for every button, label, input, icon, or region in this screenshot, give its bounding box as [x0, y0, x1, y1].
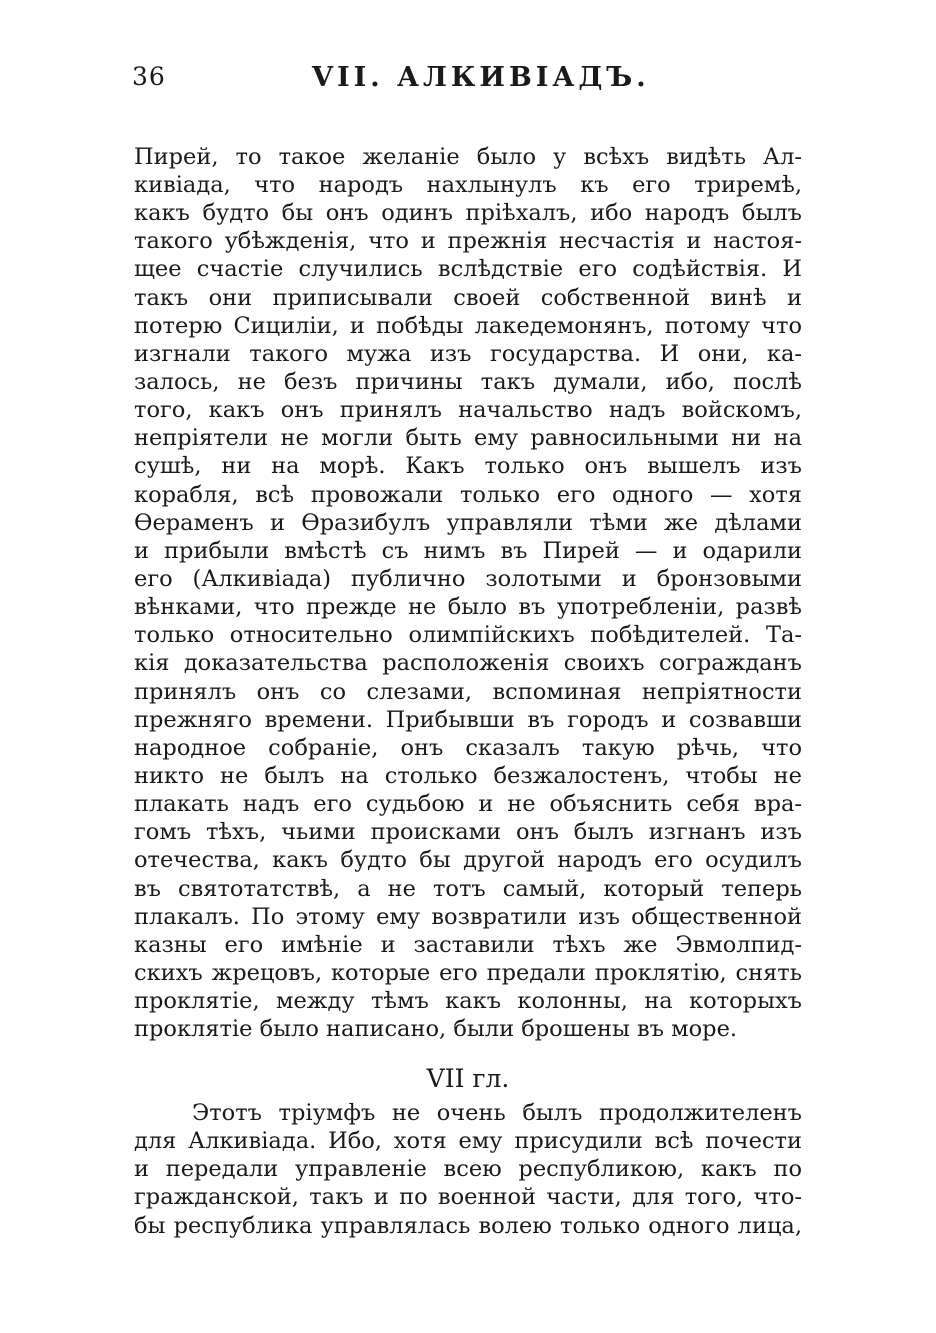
text-line: казны его имѣніе и заставили тѣхъ же Эвмолпид-	[134, 932, 802, 958]
running-title: VII. АЛКИВІАДЪ.	[312, 62, 650, 93]
text-line: гражданской, такъ и по военной части, для того, что-	[134, 1184, 802, 1210]
page-header	[132, 62, 806, 102]
text-line: никто не былъ на столько безжалостенъ, чтобы не	[134, 763, 802, 789]
text-line: Пирей, то такое желаніе было у всѣхъ видѣть Ал-	[134, 144, 802, 170]
text-line: плакалъ. По этому ему возвратили изъ общественной	[134, 904, 802, 930]
text-line: щее счастіе случились вслѣдствіе его содѣйствія. И	[134, 256, 802, 282]
text-line: Этотъ тріумфъ не очень былъ продолжителенъ	[192, 1100, 802, 1126]
text-line: гомъ тѣхъ, чьими происками онъ былъ изгнанъ изъ	[134, 819, 802, 845]
text-line: корабля, всѣ провожали только его одного — хотя	[134, 482, 802, 508]
page-number: 36	[132, 62, 166, 91]
text-line: скихъ жрецовъ, которые его предали проклятію, снять	[134, 960, 802, 986]
text-line: отечества, какъ будто бы другой народъ его осудилъ	[134, 847, 802, 873]
text-line: его (Алкивіада) публично золотыми и бронзовыми	[134, 566, 802, 592]
text-line: залось, не безъ причины такъ думали, ибо, послѣ	[134, 369, 802, 395]
text-line: проклятіе было написано, были брошены въ море.	[134, 1016, 738, 1042]
text-line: Ѳераменъ и Ѳразибулъ управляли тѣми же дѣлами	[134, 510, 802, 536]
text-line: для Алкивіада. Ибо, хотя ему присудили всѣ почести	[134, 1128, 802, 1154]
text-line: проклятіе, между тѣмъ какъ колонны, на которыхъ	[134, 988, 802, 1014]
text-line: и передали управленіе всею республикою, какъ по	[134, 1156, 802, 1182]
text-line: народное собраніе, онъ сказалъ такую рѣчь, что	[134, 735, 802, 761]
text-line: принялъ онъ со слезами, вспоминая непріятности	[134, 679, 802, 705]
text-line: и прибыли вмѣстѣ съ нимъ въ Пирей — и одарили	[134, 538, 802, 564]
text-line: потерю Сициліи, и побѣды лакедемонянъ, потому что	[134, 313, 802, 339]
text-line: сушѣ, ни на морѣ. Какъ только онъ вышелъ изъ	[134, 453, 802, 479]
text-line: кія доказательства расположенія своихъ согражданъ	[134, 650, 802, 676]
text-line: такъ они приписывали своей собственной винѣ и	[134, 285, 802, 311]
text-line: вѣнками, что прежде не было въ употребленіи, развѣ	[134, 594, 802, 620]
chapter-heading: VII гл.	[426, 1064, 510, 1093]
text-line: плакать надъ его судьбою и не объяснить себя вра-	[134, 791, 802, 817]
text-line: изгнали такого мужа изъ государства. И они, ка-	[134, 341, 802, 367]
text-line: кивіада, что народъ нахлынулъ къ его триремѣ,	[134, 172, 802, 198]
text-line: прежняго времени. Прибывши въ городъ и созвавши	[134, 707, 802, 733]
text-line: только относительно олимпійскихъ побѣдителей. Та-	[134, 622, 802, 648]
text-line: въ святотатствѣ, а не тотъ самый, который теперь	[134, 876, 802, 902]
text-line: непріятели не могли быть ему равносильными ни на	[134, 425, 802, 451]
text-line: такого убѣжденія, что и прежнія несчастія и настоя-	[134, 228, 802, 254]
text-line: бы республика управлялась волею только одного лица,	[134, 1213, 802, 1239]
text-line: того, какъ онъ принялъ начальство надъ войскомъ,	[134, 397, 802, 423]
text-line: какъ будто бы онъ одинъ пріѣхалъ, ибо народъ былъ	[134, 200, 802, 226]
